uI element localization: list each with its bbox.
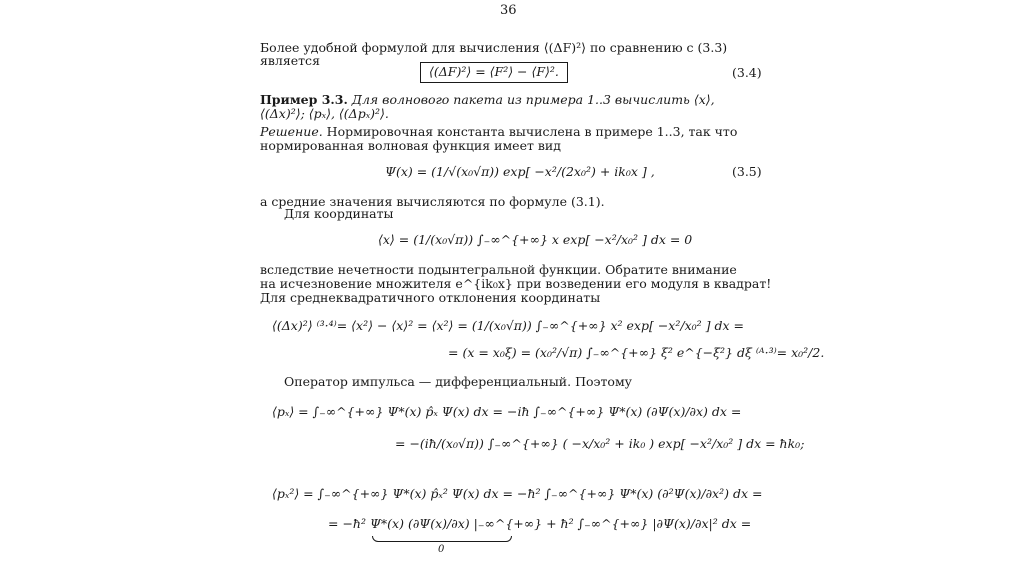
paragraph-line: Более удобной формулой для вычисления ⟨(ΔF)²⟩ по сравнению с (3.3) <box>260 40 728 55</box>
paragraph-line: а средние значения вычисляются по формуле (3.1). <box>260 194 605 209</box>
underbrace-label: 0 <box>438 544 445 555</box>
boxed-formula: ⟨(ΔF)²⟩ = ⟨F²⟩ − ⟨F⟩². <box>420 62 568 83</box>
formula: = −ħ² Ψ*(x) (∂Ψ(x)/∂x) |₋∞^{+∞} + ħ² ∫₋∞^{+∞} |∂Ψ(x)/∂x|² dx = <box>328 516 752 531</box>
paragraph-line: Оператор импульса — дифференциальный. Поэтому <box>284 374 633 389</box>
paragraph-line: Для среднеквадратичного отклонения координаты <box>260 290 601 305</box>
solution-line <box>260 126 737 139</box>
paragraph-line: на исчезновение множителя e^{ik₀x} при возведении его модуля в квадрат! <box>260 276 772 291</box>
formula: = (x = x₀ξ) = (x₀²/√π) ∫₋∞^{+∞} ξ² e^{−ξ²} dξ ⁽ᴬ·³⁾= x₀²/2. <box>448 345 825 360</box>
example-text: Для волнового пакета из примера 1..3 вычислить ⟨x⟩, <box>347 92 715 107</box>
formula: ⟨x⟩ = (1/(x₀√π)) ∫₋∞^{+∞} x exp[ −x²/x₀² ] dx = 0 <box>378 232 693 247</box>
paragraph-line: Для координаты <box>284 206 394 221</box>
underbrace <box>372 536 512 542</box>
formula: ⟨pₓ²⟩ = ∫₋∞^{+∞} Ψ*(x) p̂ₓ² Ψ(x) dx = −ħ² ∫₋∞^{+∞} Ψ*(x) (∂²Ψ(x)/∂x²) dx = <box>272 486 763 501</box>
solution-label: Решение. <box>260 124 323 139</box>
paragraph-line: вследствие нечетности подынтегральной функции. Обратите внимание <box>260 262 737 277</box>
example-line <box>260 94 715 107</box>
equation-number: (3.5) <box>732 164 762 179</box>
formula: = −(iħ/(x₀√π)) ∫₋∞^{+∞} ( −x/x₀² + ik₀ ) exp[ −x²/x₀² ] dx = ħk₀; <box>395 436 805 451</box>
example-line: ⟨(Δx)²⟩; ⟨pₓ⟩, ⟨(Δpₓ)²⟩. <box>260 106 389 121</box>
equation-number: (3.4) <box>732 65 762 80</box>
page-number: 36 <box>500 3 517 18</box>
formula: ⟨(Δx)²⟩ ⁽³·⁴⁾= ⟨x²⟩ − ⟨x⟩² = ⟨x²⟩ = (1/(x₀√π)) ∫₋∞^{+∞} x² exp[ −x²/x₀² ] dx = <box>272 318 744 333</box>
formula: ⟨pₓ⟩ = ∫₋∞^{+∞} Ψ*(x) p̂ₓ Ψ(x) dx = −iħ ∫₋∞^{+∞} Ψ*(x) (∂Ψ(x)/∂x) dx = <box>272 404 742 419</box>
solution-text: Нормировочная константа вычислена в примере 1..3, так что <box>322 124 738 139</box>
solution-line: нормированная волновая функция имеет вид <box>260 138 561 153</box>
paragraph-line: является <box>260 53 320 68</box>
example-label: Пример 3.3. <box>260 92 348 107</box>
formula: Ψ(x) = (1/√(x₀√π)) exp[ −x²/(2x₀²) + ik₀x ] , <box>385 164 655 179</box>
